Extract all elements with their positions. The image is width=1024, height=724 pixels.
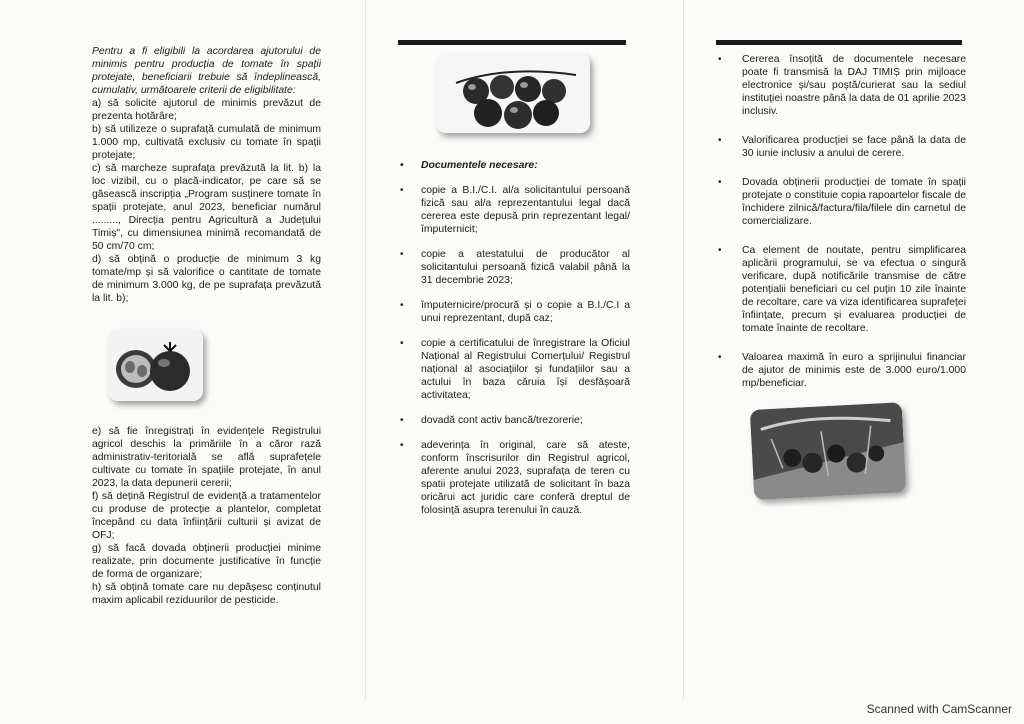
info-item: • Ca element de noutate, pentru simplificarea aplicării programului, se va efectua o singură verificare, după notificările transmise de către potențialii beneficiari cu cel puțin 10 zile înainte de recoltare, care va viza identificarea suprafeței înființate, precum și evaluarea producției de tomate înainte de recoltare. (716, 244, 966, 335)
panel-eligibility (92, 45, 321, 607)
panel-documents (398, 40, 630, 529)
document-item: • adeverința în original, care să ateste, conform înscrisurilor din Registrul agricol, aferente anului 2023, suprafața de teren cu spatii protejate utilizată de solicitant în baza oricărui act juridic care conferă dreptul de folosință asupra terenului în cauză. (398, 439, 630, 517)
criterion-b: b) să utilizeze o suprafață cumulată de minimum 1.000 mp, cultivată exclusiv cu tomate în spații protejate; (92, 124, 321, 161)
documents-heading: • Documentele necesare: (398, 159, 630, 172)
fold-line-left (365, 0, 366, 700)
criterion-a: a) să solicite ajutorul de minimis prevăzut de prezenta hotărâre; (92, 98, 321, 122)
info-item: • Valoarea maximă în euro a sprijinului financiar de ajutor de minimis este de 3.000 euro/1.000 mp/beneficiar. (716, 351, 966, 390)
panel-submission-info (716, 40, 966, 496)
document-item: • copie a certificatului de înregistrare la Oficiul Național al Registrului Comerțului/ Registrul național al asociațiilor și fundațiilor sau a actului în baza căruia își desfășoară activitatea; (398, 337, 630, 402)
document-item: • dovadă cont activ bancă/trezorerie; (398, 414, 630, 427)
info-item: • Valorificarea producției se face până la data de 30 iunie inclusiv a anului de cerere. (716, 134, 966, 160)
greenhouse-tomatoes-photo (750, 402, 907, 500)
criterion-f: f) să dețină Registrul de evidență a tratamentelor cu produse de protecție a plantelor, completat începând cu data înființării culturii și avizat de OFJ; (92, 491, 321, 541)
criterion-d: d) să obțină o producție de minimum 3 kg tomate/mp și să valorifice o cantitate de tomate de minimum 3.000 kg, de pe suprafața prevăzută la lit. b); (92, 254, 321, 304)
scanner-watermark: Scanned with CamScanner (866, 702, 1012, 716)
info-item: • Cererea însoțită de documentele necesare poate fi transmisă la DAJ TIMIȘ prin mijloace electronice și/sau poștă/curierat sau la sediul instituției noastre până la data de 01 aprilie 2023 inclusiv. (716, 53, 966, 118)
document-item: • copie a atestatului de producător al solicitantului persoană fizică valabil până la 31 decembrie 2023; (398, 248, 630, 287)
eligibility-intro: Pentru a fi eligibili la acordarea ajutorului de minimis pentru producția de tomate în spații protejate, beneficiarii trebuie să îndeplinească, cumulativ, următoarele criterii de eligibilitate: (92, 46, 321, 96)
documents-list (398, 159, 630, 517)
info-item: • Dovada obținerii producției de tomate în spații protejate o constituie copia rapoartelor fiscale de închidere zilnică/factura/fila/filele din carnetul de comercializare. (716, 176, 966, 228)
top-rule (398, 40, 626, 45)
tomato-halves-photo (108, 329, 203, 401)
criterion-c: c) să marcheze suprafața prevăzută la lit. b) la loc vizibil, cu o placă-indicator, pe care să se găsească inscripția „Program susținere tomate în spații protejate, anul 2023, beneficiar numărul ........., Direcția pentru Agricultură a Județului Timiș", cu dimensiunea minimă recomandată de 50 cm/70 cm; (92, 163, 321, 252)
document-item: • copie a B.I./C.I. al/a solicitantului persoană fizică sau al/a reprezentantului legal dacă cererea este depusă prin reprezentant legal/împuternicit; (398, 184, 630, 236)
criterion-e: e) să fie înregistrați în evidențele Registrului agricol deschis la primăriile în a căror rază administrativ-teritorială se află suprafețele cultivate cu tomate în spațiile protejate, în anul 2023, la data depunerii cererii; (92, 426, 321, 489)
criterion-h: h) să obțină tomate care nu depășesc conținutul maxim aplicabil reziduurilor de pesticide. (92, 582, 321, 606)
cherry-tomatoes-photo (436, 53, 590, 133)
document-item: • împuternicire/procură și o copie a B.I./C.I a unui reprezentant, după caz; (398, 299, 630, 325)
top-rule (716, 40, 962, 45)
info-list (716, 53, 966, 390)
criterion-g: g) să facă dovada obținerii producției minime realizate, prin documente justificative în funcție de forma de organizare; (92, 543, 321, 580)
fold-line-right (683, 0, 684, 700)
